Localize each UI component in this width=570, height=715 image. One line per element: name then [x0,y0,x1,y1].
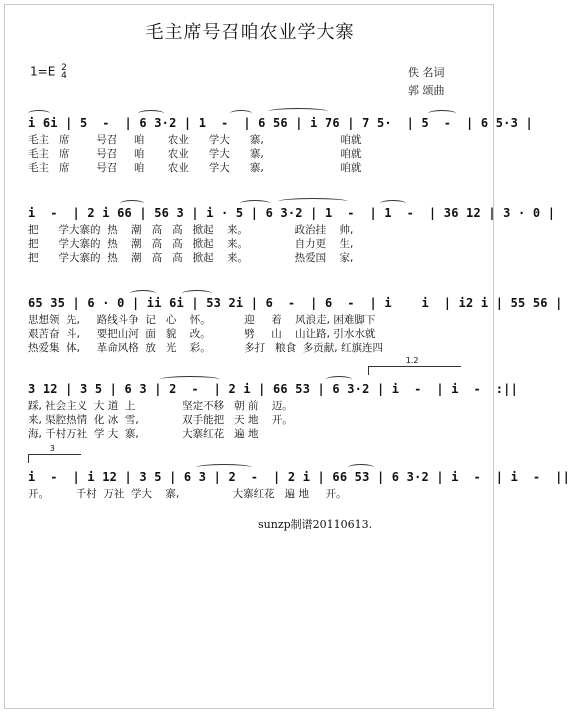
slur [268,108,328,115]
lyric-verse-3: 海, 千村万社 学 大 寨, 大寨红花 遍 地 [28,428,259,440]
volta-label: 1.2 [405,356,419,365]
lyric-verse-2: 把 学大寨的 热 潮 高 高 掀起 来。 自力更 生, [28,238,354,250]
time-top: 2 [61,63,67,73]
score-system-1 [0,106,533,186]
notes-line: 3 12 | 3 5 | 6 3 | 2 - | 2 i | 66 53 | 6 3·2 | i - | i - :|| [28,382,519,396]
slur [278,198,348,205]
score-system-4 [0,356,519,452]
lyricist-credit: 佚 名词 [408,66,445,79]
lyric-verse-2: 来, 渠腔热情 化 冰 雪, 双手能把 天 地 开。 [28,414,293,426]
notes-line: 65 35 | 6 · 0 | ii 6i | 53 2i | 6 - | 6 - | i i | i2 i | 55 56 | [28,296,563,310]
notes-line: i - | i 12 | 3 5 | 6 3 | 2 - | 2 i | 66 53 | 6 3·2 | i - | i - || [28,470,570,484]
score-system-2 [0,196,556,276]
time-signature [61,64,67,80]
notes-line: i 6i | 5 - | 6 3·2 | 1 - | 6 56 | i 76 | 7 5· | 5 - | 6 5·3 | [28,116,533,130]
notes-line: i - | 2 i 66 | 56 3 | i · 5 | 6 3·2 | 1 - | 1 - | 36 12 | 3 · 0 | [28,206,556,220]
key-signature [30,64,67,80]
lyric-verse-3: 毛主 席 号召 咱 农业 学大 寨, 咱就 [28,162,362,174]
volta-bracket-first [368,356,461,375]
song-title: 毛主席号召咱农业学大寨 [145,22,355,43]
lyric-verse-1: 踩, 社会主义 大 道 上 坚定不移 朝 前 迈。 [28,400,293,412]
lyric-verse-1: 把 学大寨的 热 潮 高 高 掀起 来。 政治挂 帅, [28,224,354,236]
volta-label: 3 [49,444,55,453]
time-bottom: 4 [61,71,67,81]
lyric-verse-1: 开。 千村 万社 学大 寨, 大寨红花 遍 地 开。 [28,488,347,500]
lyric-verse-3: 热爱集 体, 革命风格 放 光 彩。 多打 粮食 多贡献, 红旗连四 [28,342,383,354]
lyric-verse-2: 艰苦奋 斗, 要把山河 面 貌 改。 劈 山 山让路, 引水水就 [28,328,376,340]
composer-credit: 郭 颂曲 [408,84,445,97]
lyric-verse-2: 毛主 席 号召 咱 农业 学大 寨, 咱就 [28,148,362,160]
lyric-verse-1: 毛主 席 号召 咱 农业 学大 寨, 咱就 [28,134,362,146]
key-label: 1=E [30,64,56,79]
score-system-3 [0,286,563,366]
lyric-verse-3: 把 学大寨的 热 潮 高 高 掀起 来。 热爱国 家, [28,252,354,264]
score-system-5 [0,444,570,540]
lyric-verse-1: 思想领 先, 路线斗争 记 心 怀。 迎 着 风浪走, 困难脚下 [28,314,376,326]
volta-bracket-second [28,444,81,463]
signature: sunzp制谱20110613. [258,518,373,531]
